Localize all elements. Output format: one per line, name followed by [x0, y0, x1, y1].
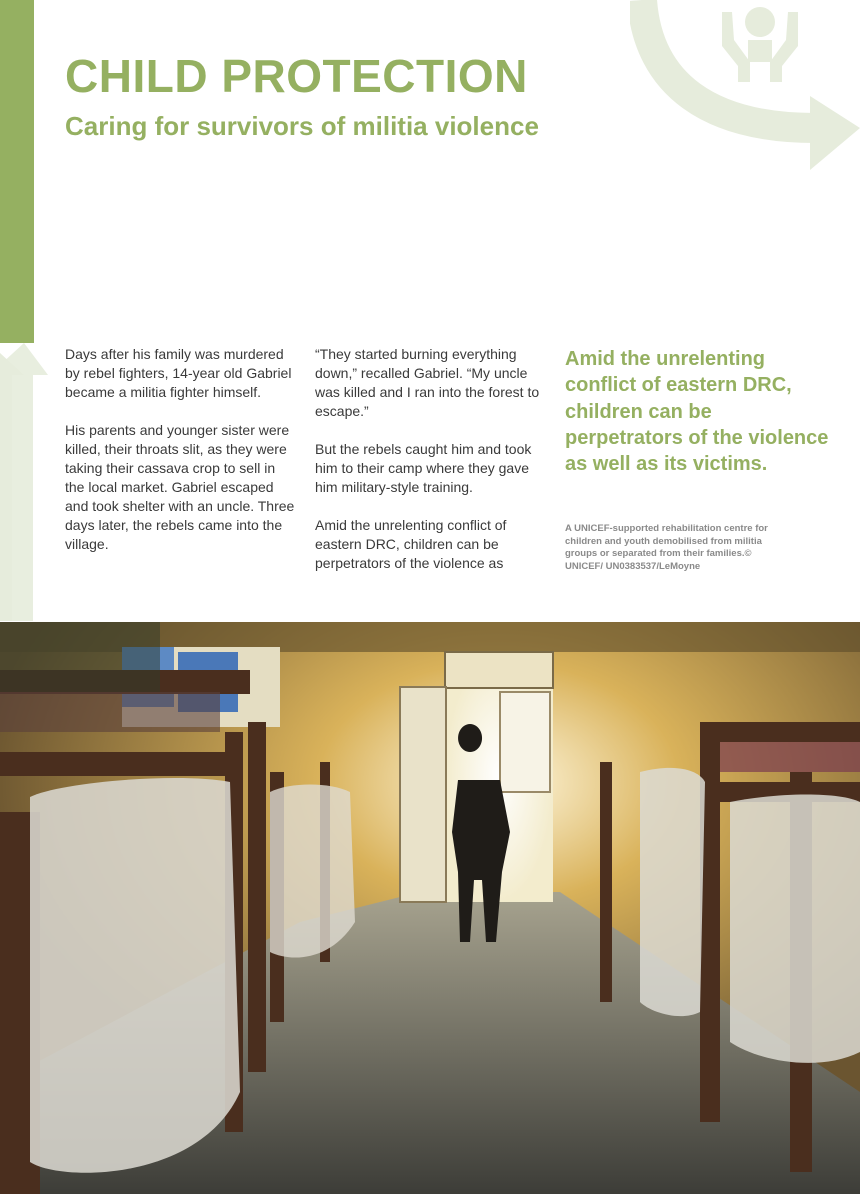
pull-quote: Amid the unrelenting conflict of eastern DRC, children can be perpetrators of the violence as well as its victims. — [565, 348, 829, 476]
page-subtitle: Caring for survivors of militia violence — [65, 111, 539, 141]
photo-caption: A UNICEF-supported rehabilitation centre for children and youth demobilised from militia groups or separated from their families.© UNICEF/ UN0383537/LeMoyne — [565, 523, 768, 572]
paragraph: Amid the unrelenting conflict of eastern DRC, children can be perpetrators of the violence as — [315, 517, 507, 571]
paragraph: Days after his family was murdered by rebel fighters, 14-year old Gabriel became a militia fighter himself. — [65, 346, 292, 400]
up-arrow-decoration — [0, 343, 48, 621]
article-column-2 — [315, 345, 547, 592]
page-title: CHILD PROTECTION — [65, 50, 528, 102]
dormitory-photo — [0, 622, 860, 1194]
accent-side-bar — [0, 0, 34, 343]
article-column-1 — [65, 345, 297, 573]
paragraph: His parents and younger sister were killed, their throats slit, as they were taking their cassava crop to sell in the local market. Gabriel escaped and took shelter with an uncle. Three days later, the rebels came into the village. — [65, 422, 295, 552]
paragraph: “They started burning everything down,” recalled Gabriel. “My uncle was killed and I ran into the forest to escape.” — [315, 346, 540, 419]
hands-holding-child-icon — [630, 0, 860, 175]
paragraph: But the rebels caught him and took him to their camp where they gave him military-style training. — [315, 441, 532, 495]
